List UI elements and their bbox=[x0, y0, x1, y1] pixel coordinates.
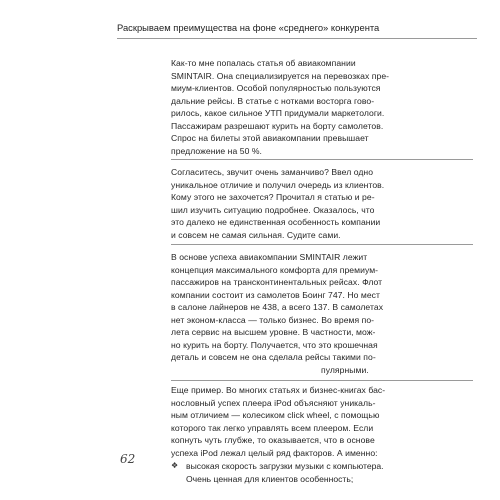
text-line: Кому этого не захочется? Прочитал я статью и ре- bbox=[171, 192, 375, 202]
paragraph-divider bbox=[171, 244, 473, 245]
text-line: пассажиров на трансконтинентальных рейсах. Флот bbox=[171, 277, 383, 287]
text-line: Пассажирам разрешают курить на борту самолетов. bbox=[171, 120, 384, 131]
bullet-item bbox=[171, 460, 473, 486]
running-header: Раскрываем преимущества на фоне «среднего» конкурента bbox=[117, 22, 477, 39]
text-line: В основе успеха авиакомпании SMINTAIR лежит bbox=[171, 252, 368, 262]
paragraph-divider bbox=[171, 380, 473, 381]
paragraph-2 bbox=[171, 166, 473, 241]
text-line: нет эконом-класса — только бизнес. Во время по- bbox=[171, 314, 375, 325]
text-line: нословный успех плеера iPod объясняют уникаль- bbox=[171, 397, 376, 408]
paragraph-3 bbox=[171, 251, 473, 376]
paragraph-1 bbox=[171, 57, 473, 157]
text-line: это далеко не единственная особенность компании bbox=[171, 217, 381, 227]
text-line: пулярными. bbox=[321, 364, 369, 375]
text-line: Еще пример. Во многих статьях и бизнес-книгах бас- bbox=[171, 385, 386, 395]
text-line: которого так легко управлять всем плеером. Если bbox=[171, 422, 374, 433]
text-line: миум-клиентов. Особой популярностью пользуются bbox=[171, 83, 381, 93]
paragraph-4 bbox=[171, 384, 473, 459]
bullet-text bbox=[186, 460, 473, 485]
text-line: Очень ценная для клиентов особенность; bbox=[186, 473, 354, 484]
text-line: Спрос на билеты этой авиакомпании превышает bbox=[171, 133, 369, 143]
text-line: успеха iPod лежал целый ряд факторов. А именно: bbox=[171, 447, 378, 458]
text-line: Как-то мне попалась статья об авиакомпании bbox=[171, 58, 356, 68]
page-number: 62 bbox=[120, 452, 136, 466]
text-line: предложение на 50 %. bbox=[171, 145, 262, 156]
text-line: но курить на борту. Получается, что это крошечная bbox=[171, 339, 378, 350]
text-line: высокая скорость загрузки музыки с компьютера. bbox=[186, 461, 384, 471]
text-line: SMINTAIR. Она специализируется на перевозках пре- bbox=[171, 70, 390, 81]
text-line: дальние рейсы. В статье с нотками восторга гово- bbox=[171, 95, 375, 106]
text-line: деталь и совсем не она сделала рейсы такими по- bbox=[171, 352, 376, 362]
text-line: и совсем не самая сильная. Судите сами. bbox=[171, 229, 341, 240]
text-line: уникальное отличие и получил очередь из клиентов. bbox=[171, 179, 385, 190]
diamond-bullet-icon: ❖ bbox=[171, 461, 179, 470]
text-line: рилось, какое сильное УТП придумали маркетологи. bbox=[171, 108, 385, 118]
text-line: шил изучить ситуацию подробнее. Оказалось, что bbox=[171, 204, 375, 215]
text-line: ным отличием — колесиком click wheel, с помощью bbox=[171, 410, 380, 420]
text-line: концепция максимального комфорта для премиум- bbox=[171, 264, 379, 275]
text-line: в салоне лайнеров не 438, а всего 137. В самолетах bbox=[171, 302, 384, 312]
paragraph-divider bbox=[171, 159, 473, 160]
text-line: компании состоит из самолетов Боинг 747. Но мест bbox=[171, 289, 381, 300]
text-line: лета сервис на высшем уровне. В частности, мож- bbox=[171, 327, 376, 337]
text-line: копнуть чуть глубже, то оказывается, что в основе bbox=[171, 435, 375, 445]
text-line: Согласитесь, звучит очень заманчиво? Ввел одно bbox=[171, 167, 374, 177]
